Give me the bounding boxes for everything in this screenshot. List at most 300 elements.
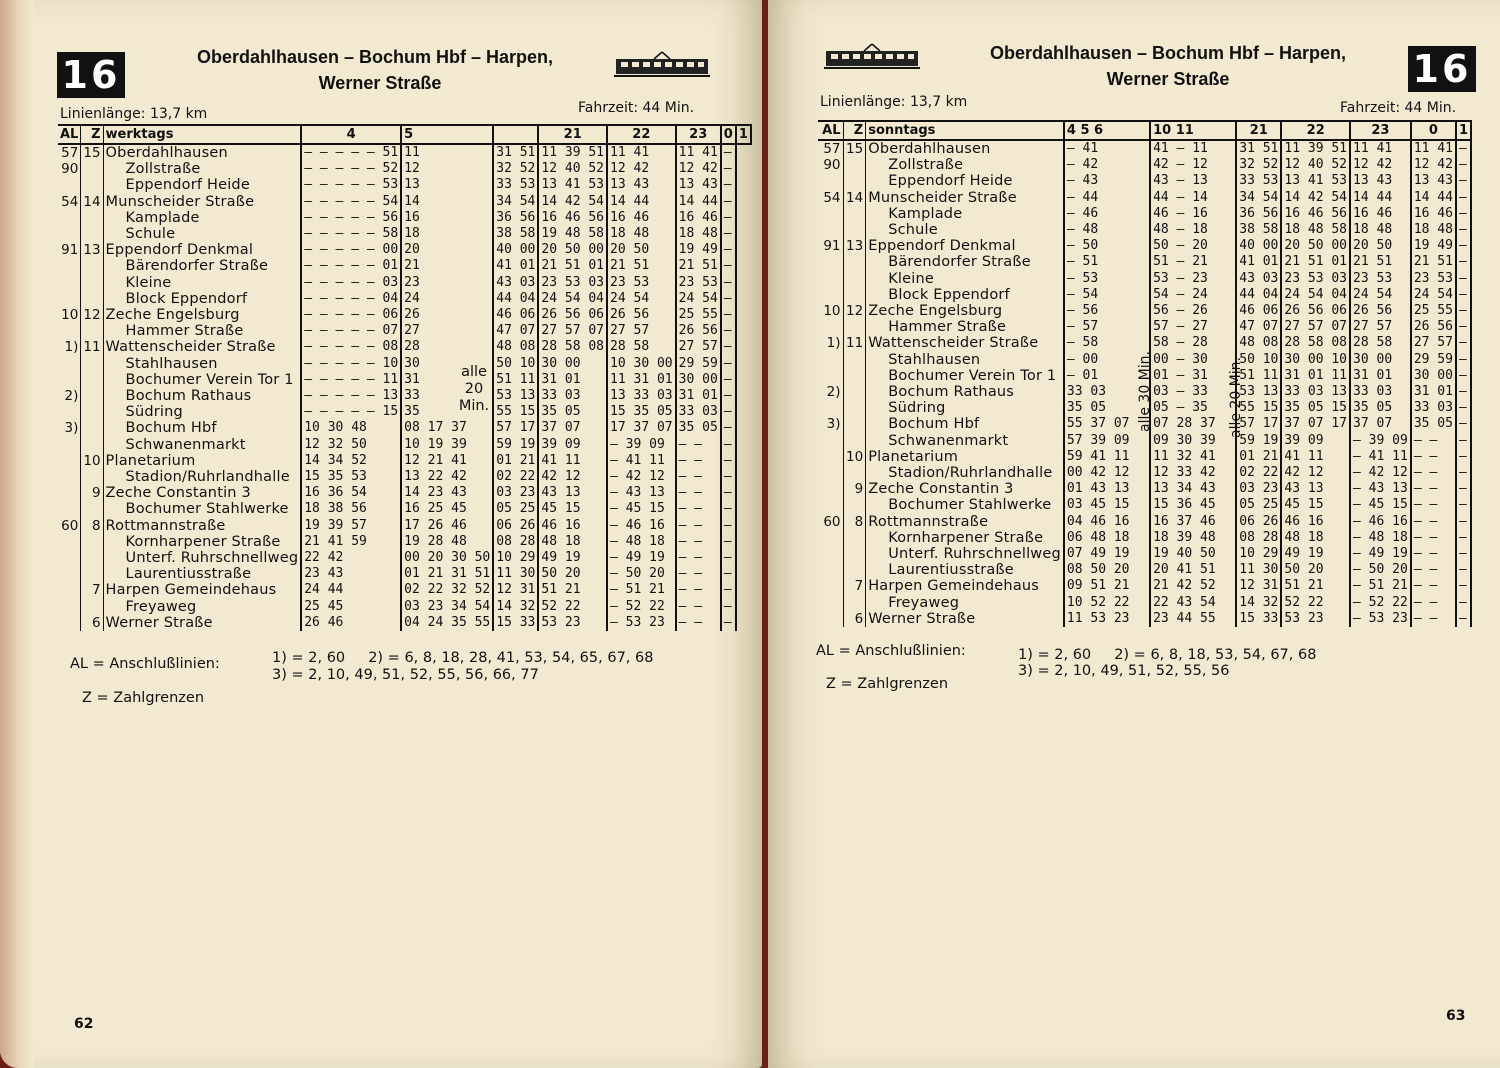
- fare-zone-cell: 11: [81, 339, 103, 355]
- departure-cell: 26 56: [1350, 303, 1411, 319]
- departure-cell: 34 54: [1236, 190, 1281, 206]
- fare-zone-cell: 14: [81, 194, 103, 210]
- connection-cell: 57: [823, 141, 841, 157]
- header-hour: 11: [1175, 123, 1194, 138]
- departure-cell: — —: [1411, 497, 1456, 513]
- departure-cell: 26: [401, 307, 493, 323]
- table-row: [58, 323, 751, 339]
- table-row: [818, 562, 1471, 578]
- stop-name: Bochum Hbf: [866, 416, 1064, 432]
- table-row: [818, 140, 1471, 157]
- departure-cell: 33 03: [1350, 384, 1411, 400]
- departure-cell: 35 05 15: [1281, 400, 1350, 416]
- departure-cell: —: [1456, 562, 1471, 578]
- departure-cell: 24 54: [607, 291, 676, 307]
- departure-cell: 11 41: [1411, 140, 1456, 157]
- header-hour: 1: [736, 125, 751, 144]
- departure-cell: 18: [401, 226, 493, 242]
- departure-cell: 24 54: [1350, 287, 1411, 303]
- departure-cell: 31 01: [676, 388, 721, 404]
- departure-cell: 33 53: [1236, 173, 1281, 189]
- departure-cell: 12 42: [676, 161, 721, 177]
- departure-cell: 33 53: [493, 177, 538, 193]
- departure-cell: — 48 18: [607, 534, 676, 550]
- stop-name: Oberdahlhausen: [866, 140, 1064, 157]
- departure-cell: 13 43: [607, 177, 676, 193]
- departure-cell: —: [1456, 157, 1471, 173]
- stop-name: Bärendorfer Straße: [866, 254, 1064, 270]
- stop-name: Kleine: [866, 271, 1064, 287]
- departure-cell: 57 17: [493, 420, 538, 436]
- departure-cell: 06 26: [493, 518, 538, 534]
- fare-zone-cell: [81, 404, 103, 420]
- departure-cell: 07 49 19: [1064, 546, 1150, 562]
- departure-cell: 53 23: [1281, 611, 1350, 627]
- departure-cell: 35 05: [538, 404, 607, 420]
- departure-cell: — 49 19: [607, 550, 676, 566]
- connection-cell: [58, 291, 81, 307]
- departure-cell: 35 05: [1411, 416, 1456, 432]
- departure-cell: 12 42: [1411, 157, 1456, 173]
- departure-cell: 12 42: [1350, 157, 1411, 173]
- departure-cell: 46 — 16: [1150, 206, 1236, 222]
- departure-cell: 31 01: [1350, 368, 1411, 384]
- table-row: [58, 453, 751, 469]
- departure-cell: 07 28 37: [1150, 416, 1236, 432]
- departure-cell: 30 00: [1350, 352, 1411, 368]
- departure-cell: 12: [401, 161, 493, 177]
- departure-cell: 12 42: [607, 161, 676, 177]
- departure-cell: — 00: [1064, 352, 1150, 368]
- departure-cell: — 42: [1064, 157, 1150, 173]
- fare-zone-cell: [843, 319, 866, 335]
- departure-cell: —: [721, 550, 736, 566]
- departure-cell: — 43 13: [607, 485, 676, 501]
- departure-cell: —: [721, 323, 736, 339]
- departure-cell: 14 32: [493, 599, 538, 615]
- departure-cell: 26 56: [1411, 319, 1456, 335]
- departure-cell: 01 — 31: [1150, 368, 1236, 384]
- departure-cell: 33 03 13: [1281, 384, 1350, 400]
- fare-zone-cell: 12: [843, 303, 866, 319]
- interval-value: 20: [464, 381, 484, 397]
- departure-cell: 48 08: [1236, 335, 1281, 351]
- departure-cell: 30 00: [676, 372, 721, 388]
- table-header: [58, 125, 751, 144]
- fare-zone-cell: [843, 368, 866, 384]
- connection-cell: 3): [64, 420, 79, 437]
- stop-name: Kamplade: [866, 206, 1064, 222]
- fare-zone-cell: [81, 534, 103, 550]
- table-row: [58, 210, 751, 226]
- connection-cell: [58, 356, 81, 372]
- departure-cell: 20 50 00: [538, 242, 607, 258]
- table-row: [58, 226, 751, 242]
- departure-cell: 33: [401, 388, 493, 404]
- departure-cell: 27 57 07: [1281, 319, 1350, 335]
- fare-zone-cell: [81, 226, 103, 242]
- departure-cell: —: [721, 615, 736, 631]
- departure-cell: 16 46: [607, 210, 676, 226]
- connection-cell: 1): [826, 335, 841, 352]
- connection-cell: 1): [64, 339, 79, 356]
- departure-cell: 00 42 12: [1064, 465, 1150, 481]
- departure-cell: — —: [1411, 530, 1456, 546]
- connection-cell: [58, 275, 81, 291]
- departure-cell: 08 17 37: [401, 420, 493, 436]
- table-row: [818, 481, 1471, 497]
- departure-cell: —: [1456, 514, 1471, 530]
- table-row: [818, 254, 1471, 270]
- fare-zone-cell: [81, 323, 103, 339]
- departure-cell: 08 50 20: [1064, 562, 1150, 578]
- departure-cell: 36 56: [493, 210, 538, 226]
- departure-cell: 15 33: [1236, 611, 1281, 627]
- connection-cell: [58, 469, 81, 485]
- departure-cell: 19 40 50: [1150, 546, 1236, 562]
- departure-cell: 14 44: [676, 194, 721, 210]
- header-hour: 5: [1080, 123, 1090, 138]
- departure-cell: 30 00: [1411, 368, 1456, 384]
- connection-cell: [58, 615, 81, 631]
- departure-cell: — 50: [1064, 238, 1150, 254]
- connection-cell: [58, 177, 81, 193]
- departure-cell: 10 52 22: [1064, 595, 1150, 611]
- departure-cell: 05 25: [493, 501, 538, 517]
- stop-name: Laurentiusstraße: [866, 562, 1064, 578]
- connection-cell: [818, 530, 843, 546]
- stop-name: Eppendorf Denkmal: [866, 238, 1064, 254]
- departure-cell: —: [1456, 319, 1471, 335]
- table-row: [58, 534, 751, 550]
- departure-cell: 50 20: [538, 566, 607, 582]
- departure-cell: 52 22: [1281, 595, 1350, 611]
- departure-cell: — —: [676, 501, 721, 517]
- departure-cell: — — — — — 53: [301, 177, 401, 193]
- departure-cell: 30: [401, 356, 493, 372]
- table-row: [818, 190, 1471, 206]
- stop-name: Laurentiusstraße: [103, 566, 301, 582]
- departure-cell: 59 19: [493, 437, 538, 453]
- departure-cell: —: [721, 501, 736, 517]
- page-title: [160, 44, 590, 96]
- fare-zone-cell: 14: [843, 190, 866, 206]
- stop-name: Stadion/Ruhrlandhalle: [103, 469, 301, 485]
- departure-cell: 49 19: [538, 550, 607, 566]
- departure-cell: — — — — — 52: [301, 161, 401, 177]
- departure-cell: 23 53: [1411, 271, 1456, 287]
- departure-cell: —: [721, 177, 736, 193]
- departure-cell: 58 — 28: [1150, 335, 1236, 351]
- departure-cell: 24 54 04: [1281, 287, 1350, 303]
- departure-cell: 18 48: [607, 226, 676, 242]
- connection-cell: 54: [823, 189, 841, 206]
- departure-cell: 11 32 41: [1150, 449, 1236, 465]
- fare-zone-cell: 10: [843, 449, 866, 465]
- travel-time: Fahrzeit: 44 Min.: [578, 100, 695, 116]
- stop-name: Rottmannstraße: [866, 514, 1064, 530]
- departure-cell: 53 — 23: [1150, 271, 1236, 287]
- departure-cell: —: [1456, 287, 1471, 303]
- departure-cell: 51 11: [493, 372, 538, 388]
- departure-cell: 41 01: [1236, 254, 1281, 270]
- departure-cell: — — — — — 56: [301, 210, 401, 226]
- departure-cell: 57 17: [1236, 416, 1281, 432]
- connection-cell: [818, 368, 843, 384]
- departure-cell: — 45 15: [1350, 497, 1411, 513]
- departure-cell: 18 48: [1411, 222, 1456, 238]
- departure-cell: 21 51: [1350, 254, 1411, 270]
- departure-cell: 19 48 58: [538, 226, 607, 242]
- stop-name: Rottmannstraße: [103, 518, 301, 534]
- fare-zone-cell: 7: [843, 578, 866, 594]
- departure-cell: — —: [676, 615, 721, 631]
- fare-zone-cell: 7: [81, 582, 103, 598]
- departure-cell: 20 41 51: [1150, 562, 1236, 578]
- departure-cell: — 45 15: [607, 501, 676, 517]
- stop-name: Zeche Constantin 3: [103, 485, 301, 501]
- departure-cell: 43 03: [1236, 271, 1281, 287]
- departure-cell: 21 51: [1411, 254, 1456, 270]
- connection-cell: [58, 566, 81, 582]
- stop-name: Stahlhausen: [866, 352, 1064, 368]
- connection-cell: [58, 599, 81, 615]
- departure-cell: — 39 09: [1350, 433, 1411, 449]
- table-row: [818, 303, 1471, 319]
- fare-zone-cell: [843, 546, 866, 562]
- departure-cell: —: [721, 469, 736, 485]
- departure-cell: 16 37 46: [1150, 514, 1236, 530]
- table-row: [58, 469, 751, 485]
- fare-zone-cell: [81, 177, 103, 193]
- departure-cell: 23 53: [1350, 271, 1411, 287]
- departure-cell: 11 39 51: [538, 144, 607, 161]
- fare-zone-cell: [81, 372, 103, 388]
- departure-cell: —: [1456, 206, 1471, 222]
- connection-cell: [58, 550, 81, 566]
- departure-cell: 10 29: [1236, 546, 1281, 562]
- connection-cell: [58, 323, 81, 339]
- departure-cell: 01 21: [493, 453, 538, 469]
- departure-cell: 25 55: [676, 307, 721, 323]
- fare-zone-cell: [81, 388, 103, 404]
- connection-cell: [58, 453, 81, 469]
- table-row: [58, 339, 751, 355]
- departure-cell: — 52 22: [607, 599, 676, 615]
- departure-cell: 19 28 48: [401, 534, 493, 550]
- departure-cell: — —: [1411, 481, 1456, 497]
- title-line-1: Oberdahlhausen – Bochum Hbf – Harpen,: [989, 43, 1347, 63]
- connection-cell: 91: [823, 238, 841, 255]
- connection-cell: [58, 437, 81, 453]
- departure-cell: 12 40 52: [538, 161, 607, 177]
- header-hour: 4: [1066, 123, 1076, 138]
- departure-cell: 37 07 17: [1281, 416, 1350, 432]
- title-line-2: Werner Straße: [1106, 69, 1230, 89]
- connection-cell: [58, 210, 81, 226]
- departure-cell: 27: [401, 323, 493, 339]
- fare-zone-cell: 13: [81, 242, 103, 258]
- departure-cell: — — — — — 07: [301, 323, 401, 339]
- departure-cell: 14 44: [607, 194, 676, 210]
- departure-cell: 43 13: [538, 485, 607, 501]
- departure-cell: 18 48: [1350, 222, 1411, 238]
- table-row: [58, 615, 751, 631]
- departure-cell: 16 46: [1350, 206, 1411, 222]
- page-title: [948, 40, 1388, 92]
- departure-cell: — 51 21: [1350, 578, 1411, 594]
- departure-cell: 51 11: [1236, 368, 1281, 384]
- table-row: [818, 465, 1471, 481]
- stop-name: Harpen Gemeindehaus: [103, 582, 301, 598]
- departure-cell: 18 48: [676, 226, 721, 242]
- departure-cell: 21 51: [676, 258, 721, 274]
- departure-cell: 23 53: [607, 275, 676, 291]
- departure-cell: — 57: [1064, 319, 1150, 335]
- departure-cell: — 01: [1064, 368, 1150, 384]
- table-row: [818, 206, 1471, 222]
- departure-cell: 21 51 01: [1281, 254, 1350, 270]
- departure-cell: 28 58 08: [1281, 335, 1350, 351]
- departure-cell: 44 — 14: [1150, 190, 1236, 206]
- departure-cell: 26 56 06: [1281, 303, 1350, 319]
- travel-time: Fahrzeit: 44 Min.: [1340, 100, 1457, 116]
- departure-cell: 16: [401, 210, 493, 226]
- departure-cell: 19 49: [1411, 238, 1456, 254]
- fare-zone-cell: [81, 469, 103, 485]
- departure-cell: —: [721, 372, 736, 388]
- departure-cell: 44 04: [1236, 287, 1281, 303]
- departure-cell: —: [1456, 449, 1471, 465]
- stop-name: Planetarium: [103, 453, 301, 469]
- connection-cell: [818, 173, 843, 189]
- table-row: [818, 595, 1471, 611]
- departure-cell: 27 57: [1350, 319, 1411, 335]
- stop-name: Zeche Engelsburg: [103, 307, 301, 323]
- departure-cell: — — — — — 08: [301, 339, 401, 355]
- departure-cell: 01 43 13: [1064, 481, 1150, 497]
- departure-cell: — 41 11: [607, 453, 676, 469]
- line-length: Linienlänge: 13,7 km: [820, 94, 968, 110]
- interval-note: [451, 364, 497, 415]
- table-row: [58, 582, 751, 598]
- fare-zone-cell: 15: [81, 144, 103, 161]
- departure-cell: 17 26 46: [401, 518, 493, 534]
- departure-cell: 23 44 55: [1150, 611, 1236, 627]
- table-row: [58, 550, 751, 566]
- connection-cell: [818, 287, 843, 303]
- departure-cell: 03 23: [1236, 481, 1281, 497]
- departure-cell: —: [721, 356, 736, 372]
- fare-zone-cell: [81, 291, 103, 307]
- fare-zone-cell: 12: [81, 307, 103, 323]
- departure-cell: — 41: [1064, 140, 1150, 157]
- departure-cell: — 50 20: [607, 566, 676, 582]
- departure-cell: 01 21 31 51: [401, 566, 493, 582]
- departure-cell: 11 39 51: [1281, 140, 1350, 157]
- departure-cell: 24 44: [301, 582, 401, 598]
- fare-zone-cell: [81, 420, 103, 436]
- departure-cell: —: [721, 582, 736, 598]
- stop-name: Eppendorf Heide: [866, 173, 1064, 189]
- departure-cell: 51 21: [538, 582, 607, 598]
- connection-cell: [58, 501, 81, 517]
- stop-name: Hammer Straße: [103, 323, 301, 339]
- connection-cell: [818, 433, 843, 449]
- connection-cell: [818, 578, 843, 594]
- departure-cell: —: [1456, 433, 1471, 449]
- departure-cell: 20 50: [607, 242, 676, 258]
- table-row: [818, 546, 1471, 562]
- departure-cell: 03 23 34 54: [401, 599, 493, 615]
- departure-cell: — —: [1411, 595, 1456, 611]
- departure-cell: 59 41 11: [1064, 449, 1150, 465]
- table-header: [818, 121, 1471, 140]
- departure-cell: 15 35 05: [607, 404, 676, 420]
- departure-cell: — 51 21: [607, 582, 676, 598]
- departure-cell: —: [721, 388, 736, 404]
- header-z: Z: [81, 125, 103, 144]
- departure-cell: — — — — — 06: [301, 307, 401, 323]
- departure-cell: — —: [676, 485, 721, 501]
- fare-zone-cell: [843, 352, 866, 368]
- departure-cell: —: [1456, 335, 1471, 351]
- stop-name: Bochum Rathaus: [866, 384, 1064, 400]
- departure-cell: 04 46 16: [1064, 514, 1150, 530]
- fare-zone-cell: [843, 157, 866, 173]
- table-row: [58, 307, 751, 323]
- departure-cell: 13: [401, 177, 493, 193]
- fare-zone-cell: [843, 271, 866, 287]
- departure-cell: —: [1456, 481, 1471, 497]
- departure-cell: —: [721, 226, 736, 242]
- interval-note-20: alle 20 Min.: [1228, 357, 1244, 438]
- stop-name: Bochum Hbf: [103, 420, 301, 436]
- departure-cell: 53 13: [493, 388, 538, 404]
- table-row: [818, 449, 1471, 465]
- departure-cell: 11: [401, 144, 493, 161]
- header-hour: 23: [676, 125, 721, 144]
- departure-cell: 31 01 11: [1281, 368, 1350, 384]
- departure-cell: 16 46 56: [538, 210, 607, 226]
- connection-cell: 90: [61, 161, 79, 178]
- connection-cell: 60: [61, 517, 79, 534]
- departure-cell: 52 22: [538, 599, 607, 615]
- departure-cell: 25 55: [1411, 303, 1456, 319]
- departure-cell: 01 21: [1236, 449, 1281, 465]
- departure-cell: —: [1456, 611, 1471, 627]
- right-page: [768, 0, 1500, 1068]
- departure-cell: —: [721, 275, 736, 291]
- fare-zone-cell: [81, 258, 103, 274]
- fare-zone-cell: [843, 562, 866, 578]
- connection-cell: [818, 400, 843, 416]
- legend-z: Z = Zahlgrenzen: [82, 690, 205, 706]
- departure-cell: 09 51 21: [1064, 578, 1150, 594]
- fare-zone-cell: [843, 595, 866, 611]
- departure-cell: 43 13: [1281, 481, 1350, 497]
- stop-name: Bochumer Stahlwerke: [103, 501, 301, 517]
- connection-cell: [58, 485, 81, 501]
- departure-cell: — —: [676, 566, 721, 582]
- connection-cell: [818, 206, 843, 222]
- table-row: [818, 611, 1471, 627]
- table-row: [818, 271, 1471, 287]
- departure-cell: 18 39 48: [1150, 530, 1236, 546]
- stop-name: Zollstraße: [103, 161, 301, 177]
- header-hour: 1: [1456, 121, 1471, 140]
- stop-name: Freyaweg: [103, 599, 301, 615]
